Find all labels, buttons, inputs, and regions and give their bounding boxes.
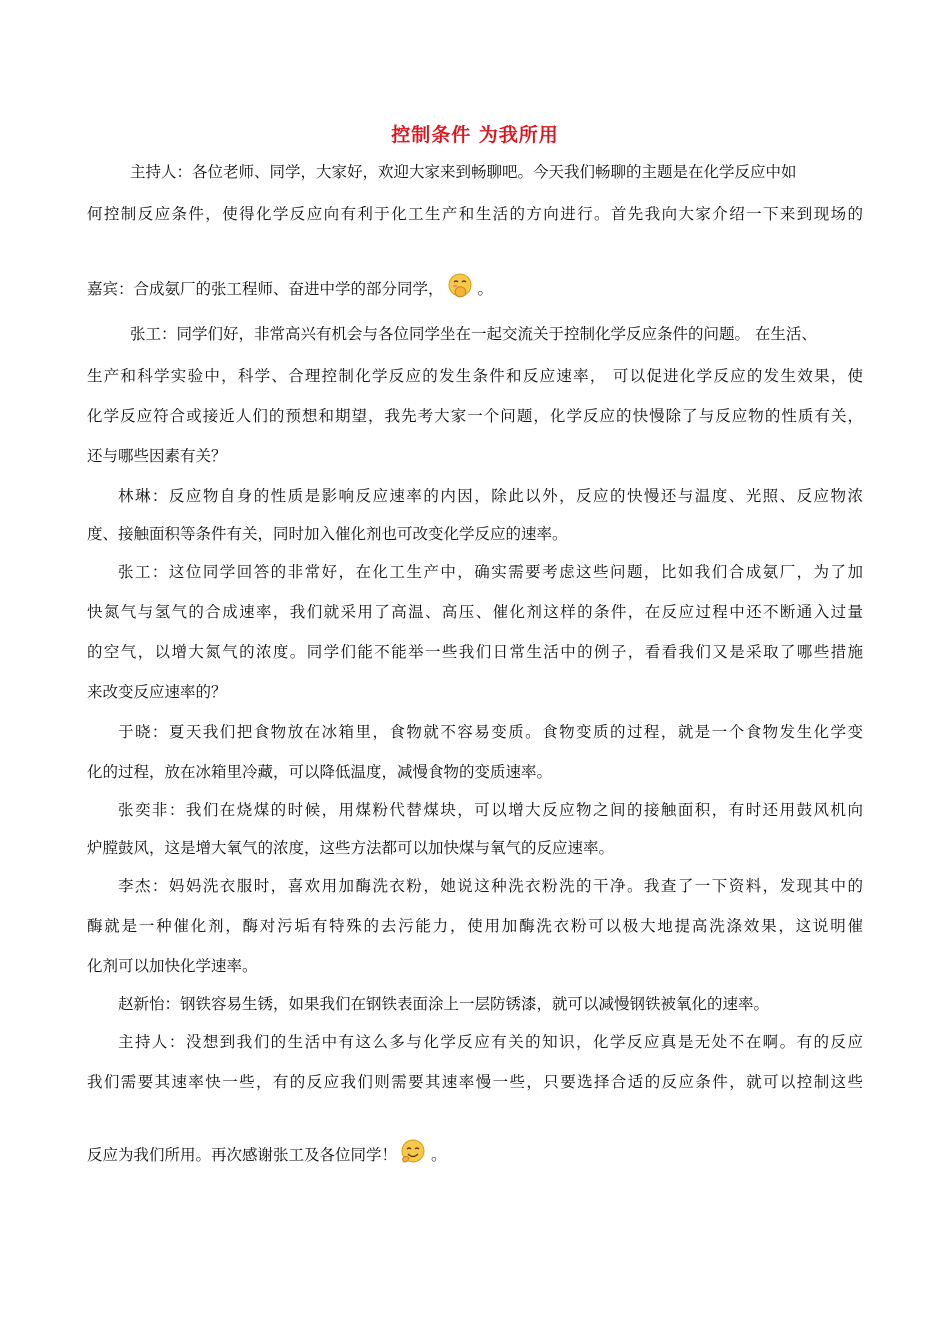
paragraph-line: 酶就是一种催化剂，酶对污垢有特殊的去污能力，使用加酶洗衣粉可以极大地提高洗涤效果，这说明催 (87, 917, 863, 935)
paragraph-text: 嘉宾：合成氨厂的张工程师、奋进中学的部分同学， (87, 280, 444, 298)
paragraph-line: 化剂可以加快化学速率。 (87, 957, 258, 975)
paragraph-line: 生产和科学实验中，科学、合理控制化学反应的发生条件和反应速率， 可以促进化学反应的发生效果，使 (87, 367, 863, 385)
paragraph-line: 何控制反应条件，使得化学反应向有利于化工生产和生活的方向进行。首先我向大家介绍一下来到现场的 (87, 205, 863, 223)
paragraph-line: 于晓：夏天我们把食物放在冰箱里，食物就不容易变质。食物变质的过程，就是一个食物发生化学变 (118, 723, 863, 741)
paragraph-line: 还与哪些因素有关？ (87, 447, 227, 465)
paragraph-line: 张奕非：我们在烧煤的时候，用煤粉代替煤块，可以增大反应物之间的接触面积，有时还用鼓风机向 (118, 801, 863, 819)
paragraph-line: 我们需要其速率快一些，有的反应我们则需要其速率慢一些，只要选择合适的反应条件，就可以控制这些 (87, 1073, 863, 1091)
paragraph-line: 来改变反应速率的？ (87, 683, 227, 701)
paragraph-line: 度、接触面积等条件有关，同时加入催化剂也可改变化学反应的速率。 (87, 525, 568, 543)
paragraph-line: 李杰：妈妈洗衣服时，喜欢用加酶洗衣粉，她说这种洗衣粉洗的干净。我查了一下资料，发现其中的 (118, 877, 863, 895)
paragraph-line: 化的过程，放在冰箱里冷藏，可以降低温度，减慢食物的变质速率。 (87, 763, 553, 781)
paragraph-line: 的空气，以增大氮气的浓度。同学们能不能举一些我们日常生活中的例子，看看我们又是采取了哪些措施 (87, 643, 863, 661)
paragraph-line: 快氮气与氢气的合成速率，我们就采用了高温、高压、催化剂这样的条件，在反应过程中还不断通入过量 (87, 603, 863, 621)
paragraph-line: 林琳：反应物自身的性质是影响反应速率的内因，除此以外，反应的快慢还与温度、光照、反应物浓 (118, 487, 863, 505)
paragraph-text: 反应为我们所用。再次感谢张工及各位同学！ (87, 1146, 398, 1164)
paragraph-line (87, 1138, 447, 1166)
paragraph-line: 赵新怡：钢铁容易生锈，如果我们在钢铁表面涂上一层防锈漆，就可以减慢钢铁被氧化的速率。 (118, 995, 770, 1013)
smiling-emoji-icon (399, 1138, 427, 1166)
paragraph-text: 。 (431, 1146, 447, 1164)
paragraph-line: 主持人：没想到我们的生活中有这么多与化学反应有关的知识，化学反应真是无处不在啊。有的反应 (118, 1033, 863, 1051)
hand-over-mouth-emoji-icon (446, 272, 474, 300)
paragraph-line: 张工：同学们好，非常高兴有机会与各位同学坐在一起交流关于控制化学反应条件的问题。 在生活、 (130, 325, 817, 343)
paragraph-line: 主持人：各位老师、同学，大家好，欢迎大家来到畅聊吧。今天我们畅聊的主题是在化学反应中如 (130, 163, 797, 181)
paragraph-line (87, 272, 493, 300)
paragraph-line: 炉膛鼓风，这是增大氧气的浓度，这些方法都可以加快煤与氧气的反应速率。 (87, 839, 615, 857)
paragraph-line: 张工：这位同学回答的非常好，在化工生产中，确实需要考虑这些问题，比如我们合成氨厂，为了加 (118, 563, 863, 581)
paragraph-text: 。 (477, 280, 494, 298)
page-title: 控制条件 为我所用 (391, 124, 559, 146)
paragraph-line: 化学反应符合或接近人们的预想和期望，我先考大家一个问题，化学反应的快慢除了与反应物的性质有关， (87, 407, 863, 425)
